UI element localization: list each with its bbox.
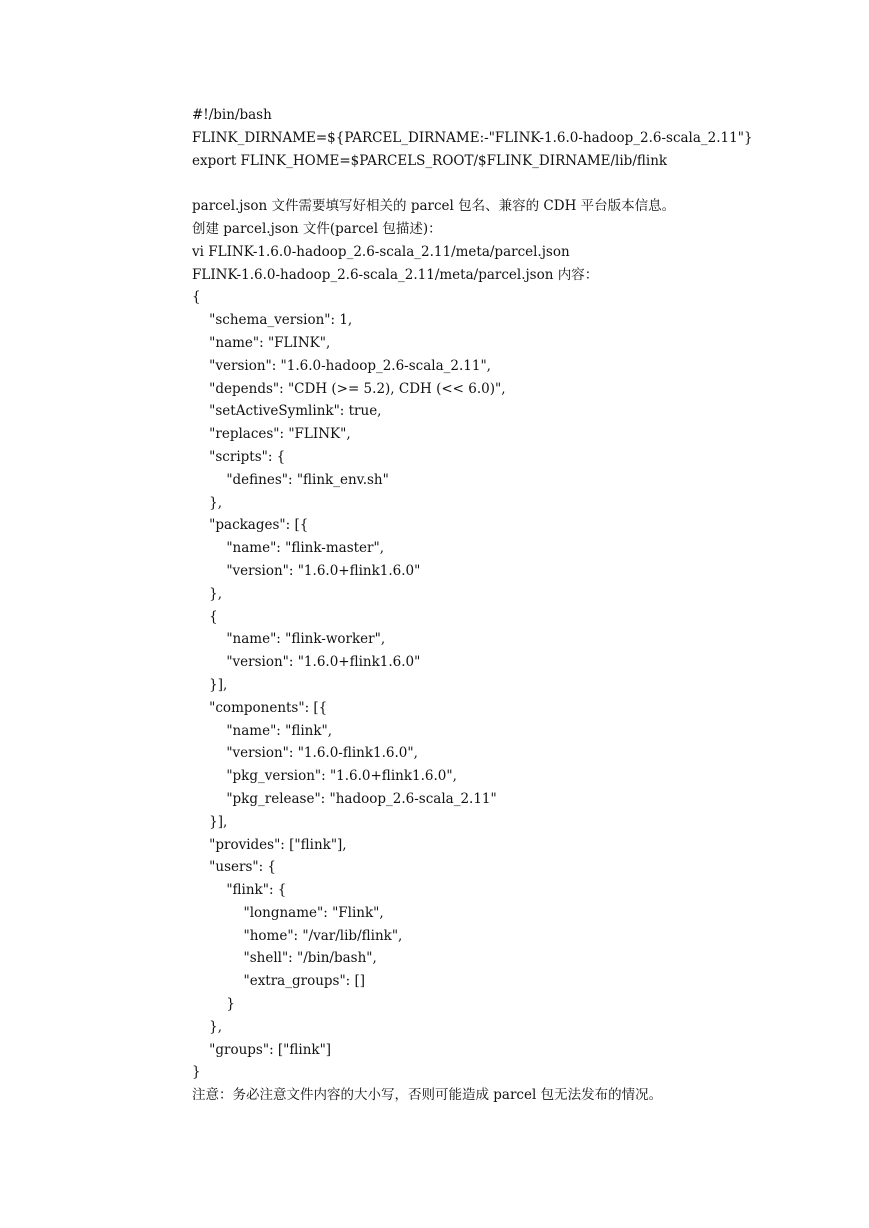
json-line: } <box>192 996 235 1013</box>
json-line: "packages": [{ <box>192 517 309 534</box>
json-line: "version": "1.6.0-flink1.6.0", <box>192 745 418 762</box>
case-sensitivity-note: 注意：务必注意文件内容的大小写，否则可能造成 parcel 包无法发布的情况。 <box>192 1087 663 1104</box>
bash-script-block <box>192 104 792 172</box>
json-line: "version": "1.6.0-hadoop_2.6-scala_2.11", <box>192 357 491 374</box>
json-line: "version": "1.6.0+flink1.6.0" <box>192 562 421 579</box>
intro-block <box>192 195 792 286</box>
intro-line: FLINK-1.6.0-hadoop_2.6-scala_2.11/meta/parcel.json 内容： <box>192 266 599 283</box>
json-line: }], <box>192 676 228 693</box>
json-line: { <box>192 289 201 306</box>
json-line: "home": "/var/lib/flink", <box>192 927 403 944</box>
json-line: "name": "flink-worker", <box>192 631 386 648</box>
json-line: "groups": ["flink"] <box>192 1041 332 1058</box>
json-line: "users": { <box>192 859 277 876</box>
json-line: }, <box>192 1018 223 1035</box>
blank-line <box>192 172 792 195</box>
json-line: "depends": "CDH (>= 5.2), CDH (<< 6.0)", <box>192 380 506 397</box>
json-line: "longname": "Flink", <box>192 904 384 921</box>
document-content <box>192 104 792 1107</box>
json-line: }], <box>192 813 228 830</box>
json-line: "provides": ["flink"], <box>192 836 347 853</box>
json-line: }, <box>192 494 223 511</box>
script-line: FLINK_DIRNAME=${PARCEL_DIRNAME:-"FLINK-1.6.0-hadoop_2.6-scala_2.11"} <box>192 129 753 146</box>
json-line: "setActiveSymlink": true, <box>192 403 382 420</box>
json-line: "pkg_version": "1.6.0+flink1.6.0", <box>192 768 457 785</box>
json-line: }, <box>192 585 223 602</box>
intro-line: 创建 parcel.json 文件(parcel 包描述)： <box>192 220 442 237</box>
json-line: "pkg_release": "hadoop_2.6-scala_2.11" <box>192 790 497 807</box>
json-line: "name": "FLINK", <box>192 334 331 351</box>
json-line: { <box>192 608 218 625</box>
json-line: "version": "1.6.0+flink1.6.0" <box>192 654 421 671</box>
json-line: "schema_version": 1, <box>192 312 353 329</box>
script-line: export FLINK_HOME=$PARCELS_ROOT/$FLINK_DIRNAME/lib/flink <box>192 152 668 169</box>
intro-line: parcel.json 文件需要填写好相关的 parcel 包名、兼容的 CDH 平台版本信息。 <box>192 198 676 215</box>
json-line: "extra_groups": [] <box>192 973 366 990</box>
json-line: "defines": "flink_env.sh" <box>192 471 389 488</box>
json-line: "name": "flink", <box>192 722 333 739</box>
json-line: "scripts": { <box>192 448 286 465</box>
parcel-json-block <box>192 286 792 1084</box>
json-line: "replaces": "FLINK", <box>192 426 351 443</box>
json-line: "shell": "/bin/bash", <box>192 950 377 967</box>
script-line: #!/bin/bash <box>192 107 272 123</box>
json-line: "flink": { <box>192 882 287 899</box>
json-line: "name": "flink-master", <box>192 540 384 557</box>
json-line: } <box>192 1064 201 1081</box>
json-line: "components": [{ <box>192 699 328 716</box>
intro-line: vi FLINK-1.6.0-hadoop_2.6-scala_2.11/meta/parcel.json <box>192 243 570 260</box>
